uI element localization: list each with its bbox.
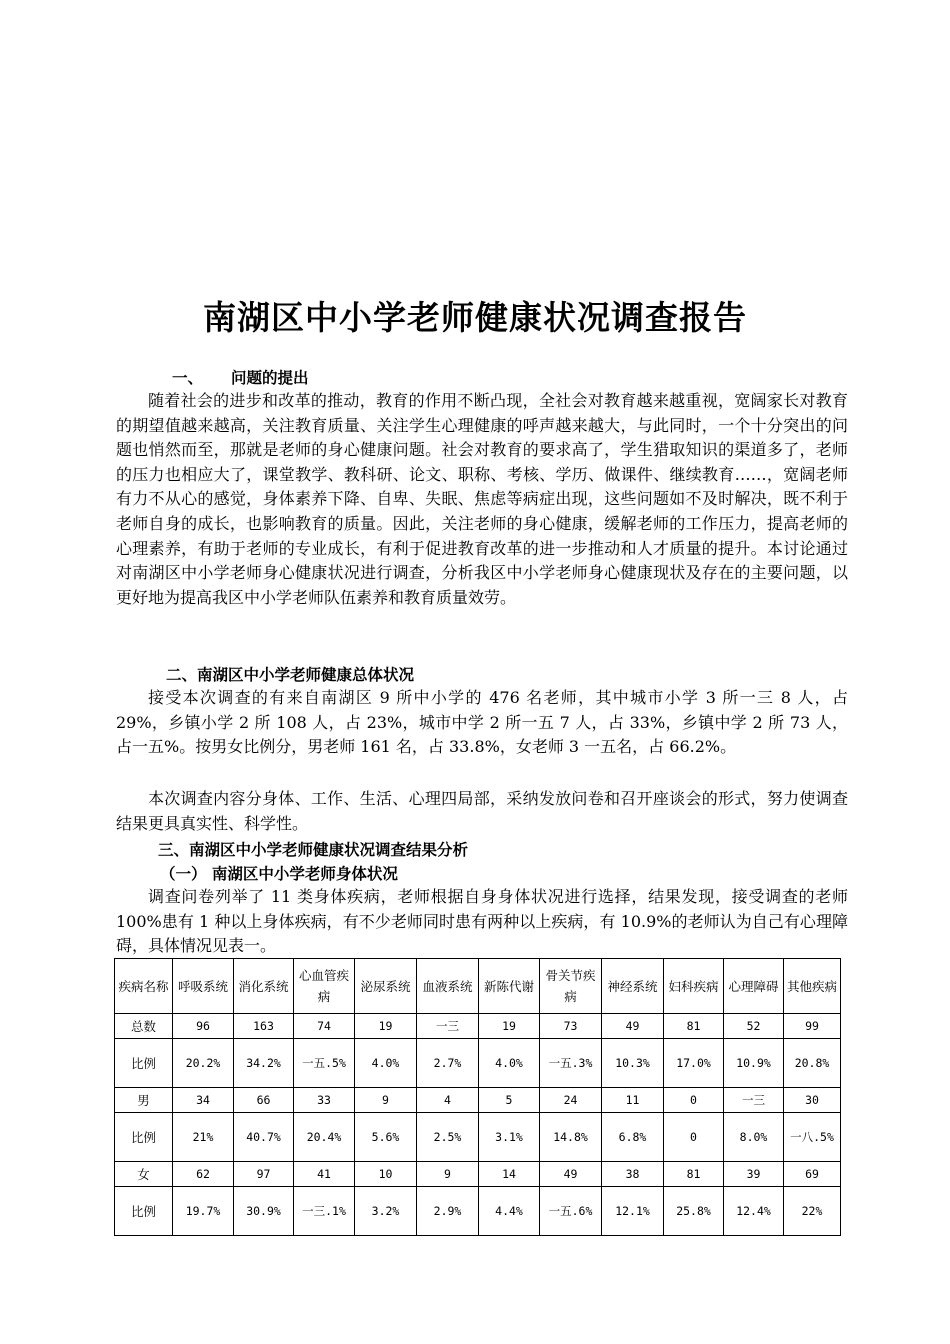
table-cell: 49 [602, 1014, 664, 1039]
table-cell: 4 [417, 1088, 479, 1113]
table-cell: 14.8% [540, 1113, 602, 1162]
table-cell: 20.4% [294, 1113, 355, 1162]
page-title: 南湖区中小学老师健康状况调查报告 [203, 298, 747, 337]
table-cell: 一八.5% [784, 1113, 841, 1162]
table-cell: 97 [234, 1162, 294, 1187]
table-cell: 5 [479, 1088, 540, 1113]
table-cell: 3.2% [355, 1187, 417, 1236]
table-cell: 66 [234, 1088, 294, 1113]
table-cell: 一五.3% [540, 1039, 602, 1088]
table-cell: 4.0% [355, 1039, 417, 1088]
table-row-label: 比例 [115, 1187, 173, 1236]
table-cell: 19.7% [173, 1187, 234, 1236]
table-cell: 4.0% [479, 1039, 540, 1088]
table-row-label: 比例 [115, 1113, 173, 1162]
table-header-cell: 其他疾病 [784, 959, 841, 1014]
table-cell: 52 [724, 1014, 784, 1039]
table-cell: 12.1% [602, 1187, 664, 1236]
table-header-cell: 消化系统 [234, 959, 294, 1014]
table-cell: 30 [784, 1088, 841, 1113]
section-2-paragraph-1: 接受本次调查的有来自南湖区 9 所中小学的 476 名老师，其中城市小学 3 所一三 8 人，占 29%，乡镇小学 2 所 108 人，占 23%，城市中学 2 所一五 7 人，占 33%，乡镇中学 2 所 73 人，占一五%。按男女比例分，男老师 161 名，占 33.8%，女老师 3 一五名，占 66.2%。 [116, 688, 848, 757]
table-cell: 2.7% [417, 1039, 479, 1088]
table-cell: 10.3% [602, 1039, 664, 1088]
table-cell: 49 [540, 1162, 602, 1187]
table-cell: 30.9% [234, 1187, 294, 1236]
table-cell: 74 [294, 1014, 355, 1039]
table-cell: 81 [664, 1162, 724, 1187]
table-header-cell: 呼吸系统 [173, 959, 234, 1014]
table-header-cell: 血液系统 [417, 959, 479, 1014]
section-2-heading: 二、南湖区中小学老师健康总体状况 [166, 666, 415, 684]
table-cell: 21% [173, 1113, 234, 1162]
table-cell: 一三.1% [294, 1187, 355, 1236]
table-header-cell: 心理障碍 [724, 959, 784, 1014]
table-row-label: 女 [115, 1162, 173, 1187]
table-cell: 9 [355, 1088, 417, 1113]
table-cell: 10.9% [724, 1039, 784, 1088]
table-header-cell: 神经系统 [602, 959, 664, 1014]
section-2-paragraph-2: 本次调查内容分身体、工作、生活、心理四局部，采纳发放问卷和召开座谈会的形式，努力使调查结果更具真实性、科学性。 [116, 789, 848, 833]
table-row-label: 总数 [115, 1014, 173, 1039]
table-cell: 2.5% [417, 1113, 479, 1162]
table-header-cell: 泌尿系统 [355, 959, 417, 1014]
table-cell: 3.1% [479, 1113, 540, 1162]
section-1-heading [172, 366, 309, 388]
table-cell: 40.7% [234, 1113, 294, 1162]
section-1-title: 问题的提出 [231, 369, 309, 387]
table-cell: 11 [602, 1088, 664, 1113]
table-cell: 4.4% [479, 1187, 540, 1236]
table-row-female-ratio [115, 1187, 841, 1236]
table-cell: 10 [355, 1162, 417, 1187]
table-cell: 8.0% [724, 1113, 784, 1162]
table-row-label: 男 [115, 1088, 173, 1113]
table-header-cell: 骨关节疾病 [540, 959, 602, 1014]
table-row-female-count [115, 1162, 841, 1187]
section-3-paragraph: 调查问卷列举了 11 类身体疾病，老师根据自身身体状况进行选择，结果发现，接受调查的老师 100%患有 1 种以上身体疾病，有不少老师同时患有两种以上疾病，有 10.9%的老师认为自己有心理障碍，具体情况见表一。 [116, 887, 848, 956]
table-header-cell: 妇科疾病 [664, 959, 724, 1014]
table-cell: 33 [294, 1088, 355, 1113]
section-1-number: 一、 [172, 369, 204, 387]
table-cell: 6.8% [602, 1113, 664, 1162]
table-cell: 9 [417, 1162, 479, 1187]
table-cell: 38 [602, 1162, 664, 1187]
table-cell: 20.8% [784, 1039, 841, 1088]
table-header-cell: 心血管疾病 [294, 959, 355, 1014]
table-cell: 一三 [417, 1014, 479, 1039]
table-cell: 12.4% [724, 1187, 784, 1236]
disease-statistics-table [114, 958, 841, 1236]
table-row-male-ratio [115, 1113, 841, 1162]
table-cell: 5.6% [355, 1113, 417, 1162]
table-cell: 69 [784, 1162, 841, 1187]
table-cell: 62 [173, 1162, 234, 1187]
table-cell: 81 [664, 1014, 724, 1039]
table-cell: 99 [784, 1014, 841, 1039]
section-1-paragraph: 随着社会的进步和改革的推动，教育的作用不断凸现，全社会对教育越来越重视，宽阔家长对教育的期望值越来越高，关注教育质量、关注学生心理健康的呼声越来越大，与此同时，一个十分突出的问题也悄然而至，那就是老师的身心健康问题。社会对教育的要求高了，学生猎取知识的渠道多了，老师的压力也相应大了，课堂教学、教科研、论文、职称、考核、学历、做课件、继续教育……，宽阔老师有力不从心的感觉，身体素养下降、自卑、失眠、焦虑等病症出现，这些问题如不及时解决，既不利于老师自身的成长，也影响教育的质量。因此，关注老师的身心健康，缓解老师的工作压力，提高老师的心理素养，有助于老师的专业成长，有利于促进教育改革的进一步推动和人才质量的提升。本讨论通过对南湖区中小学老师身心健康状况进行调查，分析我区中小学老师身心健康现状及存在的主要问题，以更好地为提高我区中小学老师队伍素养和教育质量效劳。 [116, 391, 848, 607]
table-cell: 0 [664, 1088, 724, 1113]
section-3-heading: 三、南湖区中小学老师健康状况调查结果分析 [158, 841, 469, 859]
table-cell: 19 [355, 1014, 417, 1039]
table-cell: 25.8% [664, 1187, 724, 1236]
table-row-male-count [115, 1088, 841, 1113]
table-cell: 24 [540, 1088, 602, 1113]
table-cell: 17.0% [664, 1039, 724, 1088]
section-3-subheading: （一） 南湖区中小学老师身体状况 [160, 865, 398, 883]
table-header-cell: 疾病名称 [115, 959, 173, 1014]
table-row-total-count [115, 1014, 841, 1039]
table-row-total-ratio [115, 1039, 841, 1088]
table-cell: 34 [173, 1088, 234, 1113]
table-cell: 34.2% [234, 1039, 294, 1088]
table-cell: 0 [664, 1113, 724, 1162]
table-cell: 一三 [724, 1088, 784, 1113]
table-header-cell: 新陈代谢 [479, 959, 540, 1014]
table-cell: 41 [294, 1162, 355, 1187]
table-cell: 96 [173, 1014, 234, 1039]
table-cell: 39 [724, 1162, 784, 1187]
table-cell: 一五.5% [294, 1039, 355, 1088]
table-header-row [115, 959, 841, 1014]
table-row-label: 比例 [115, 1039, 173, 1088]
table-cell: 一五.6% [540, 1187, 602, 1236]
table-cell: 22% [784, 1187, 841, 1236]
table-cell: 163 [234, 1014, 294, 1039]
table-cell: 20.2% [173, 1039, 234, 1088]
table-cell: 19 [479, 1014, 540, 1039]
table-cell: 14 [479, 1162, 540, 1187]
table-cell: 2.9% [417, 1187, 479, 1236]
table-cell: 73 [540, 1014, 602, 1039]
